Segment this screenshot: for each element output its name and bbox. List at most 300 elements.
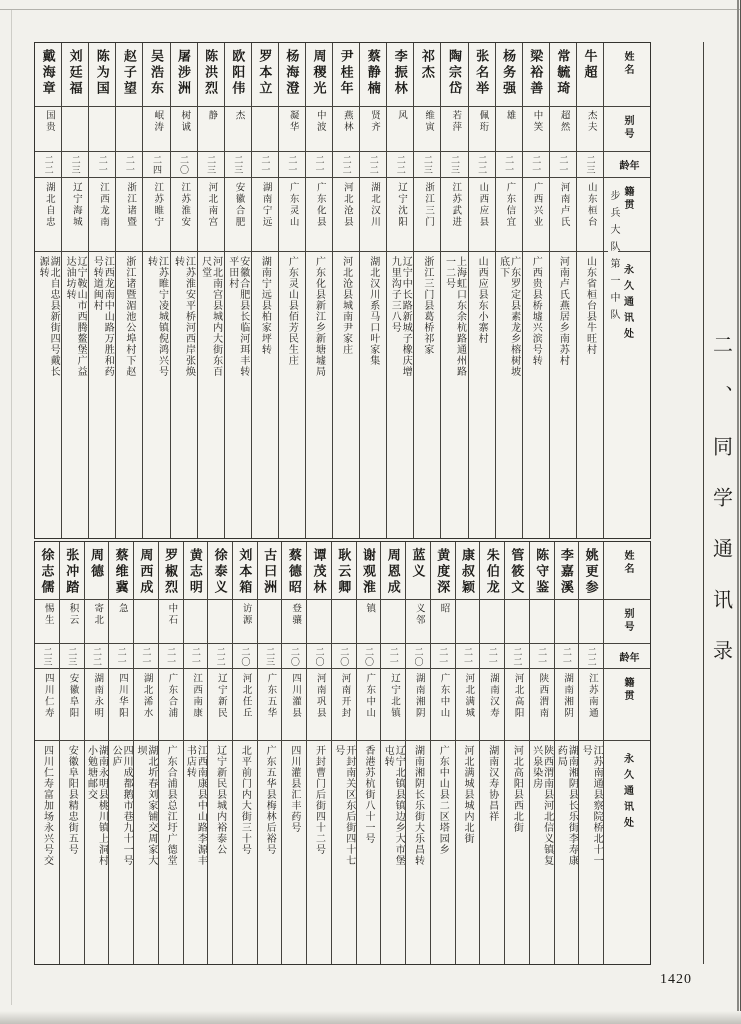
person-column xyxy=(414,43,441,538)
person-origin: 江西南康 xyxy=(191,673,202,719)
person-name: 吴浩东 xyxy=(148,49,164,97)
person-address-cell xyxy=(258,741,282,964)
person-address: 北平前门内大街三十号 xyxy=(239,745,251,855)
person-address-cell xyxy=(89,252,115,538)
person-name: 张名举 xyxy=(474,49,490,97)
person-column xyxy=(184,542,209,964)
person-origin: 湖北浠水 xyxy=(141,673,152,719)
person-name: 陈守鉴 xyxy=(534,548,550,596)
person-origin: 湖南汉寿 xyxy=(487,673,498,719)
person-address-cell xyxy=(208,741,232,964)
person-age-cell xyxy=(332,644,356,669)
person-alias-cell xyxy=(134,600,158,644)
person-address-cell xyxy=(387,252,413,538)
person-column xyxy=(307,542,332,964)
person-name: 周西成 xyxy=(138,548,154,596)
person-origin-cell xyxy=(225,178,251,252)
person-column xyxy=(35,542,60,964)
person-alias: 中波 xyxy=(314,110,325,133)
person-name: 周稷光 xyxy=(311,49,327,97)
person-name-cell xyxy=(456,542,480,600)
person-name: 陈洪烈 xyxy=(203,49,219,97)
person-address-cell xyxy=(282,741,306,964)
person-alias-cell xyxy=(414,107,440,152)
person-name: 蔡静楠 xyxy=(365,49,381,97)
person-name: 谢观淮 xyxy=(361,548,377,596)
person-name: 周恩成 xyxy=(385,548,401,596)
person-address: 辽宁鞍山市西腾鳌堡广益达油坊转 xyxy=(64,256,87,377)
person-name: 蔡德昭 xyxy=(286,548,302,596)
header-name-cell xyxy=(604,542,650,600)
person-alias-cell xyxy=(530,600,554,644)
person-origin: 江苏武进 xyxy=(450,182,461,228)
person-origin: 河南巩县 xyxy=(314,673,325,719)
person-age: 二一 xyxy=(561,647,572,667)
person-column xyxy=(406,542,431,964)
person-column xyxy=(333,43,360,538)
person-origin-cell xyxy=(550,178,576,252)
person-age: 二三 xyxy=(265,647,276,667)
person-address-cell xyxy=(279,252,305,538)
person-age-cell xyxy=(116,152,142,178)
person-name: 欧阳伟 xyxy=(230,49,246,97)
person-age-cell xyxy=(360,152,386,178)
person-origin-cell xyxy=(233,669,257,741)
person-origin-cell xyxy=(480,669,504,741)
person-alias: 杰夫 xyxy=(585,110,596,133)
person-name-cell xyxy=(360,43,386,107)
person-column xyxy=(381,542,406,964)
person-name: 徐志儒 xyxy=(39,548,55,596)
person-origin-cell xyxy=(306,178,332,252)
person-age: 二〇 xyxy=(240,647,251,667)
person-column xyxy=(579,542,604,964)
person-alias: 超然 xyxy=(558,110,569,133)
person-origin-cell xyxy=(456,669,480,741)
person-name: 黄度深 xyxy=(435,548,451,596)
person-column xyxy=(431,542,456,964)
header-name-label: 姓名 xyxy=(622,550,633,576)
person-origin-cell xyxy=(431,669,455,741)
person-age: 二三 xyxy=(233,155,244,175)
person-origin-cell xyxy=(577,178,603,252)
person-origin-cell xyxy=(523,178,549,252)
person-age: 二三 xyxy=(67,647,78,667)
person-name: 李振林 xyxy=(392,49,408,97)
person-age: 二二 xyxy=(512,647,523,667)
person-name-cell xyxy=(208,542,232,600)
person-address-cell xyxy=(184,741,208,964)
person-alias-cell xyxy=(469,107,495,152)
person-name-cell xyxy=(134,542,158,600)
person-address: 辽宁中长路新城子橡庆增九里沟子三八号 xyxy=(389,256,412,377)
person-origin: 安徽阜阳 xyxy=(67,673,78,719)
person-name: 张冲踏 xyxy=(64,548,80,596)
person-age: 二二 xyxy=(586,647,597,667)
person-origin: 浙江三门 xyxy=(423,182,434,228)
person-alias-cell xyxy=(208,600,232,644)
person-address: 河南卢氏燕居乡南苏村 xyxy=(557,256,569,366)
person-column xyxy=(360,43,387,538)
person-column xyxy=(555,542,580,964)
person-alias-cell xyxy=(307,600,331,644)
person-address-cell xyxy=(357,741,381,964)
person-address: 江苏睢宁凌城镇倪鸿兴号转 xyxy=(145,256,168,377)
person-age: 二一 xyxy=(487,647,498,667)
person-alias: 凝华 xyxy=(287,110,298,133)
person-origin: 河北满城 xyxy=(463,673,474,719)
person-address: 开封曹门后街四十二号 xyxy=(313,745,325,855)
person-origin: 江西龙南 xyxy=(98,182,109,228)
page-number: 1420 xyxy=(660,972,692,987)
person-age-cell xyxy=(431,644,455,669)
header-origin-cell xyxy=(604,669,650,741)
person-address: 湖北汉川系马口叶家集 xyxy=(367,256,379,366)
person-origin: 江苏淮安 xyxy=(179,182,190,228)
person-age: 二一 xyxy=(388,647,399,667)
person-age: 二二 xyxy=(341,155,352,175)
person-origin: 河北任丘 xyxy=(240,673,251,719)
person-age: 二三 xyxy=(206,155,217,175)
person-name-cell xyxy=(480,542,504,600)
person-origin-cell xyxy=(208,669,232,741)
person-origin: 广东合浦 xyxy=(166,673,177,719)
person-origin-cell xyxy=(252,178,278,252)
person-origin-cell xyxy=(62,178,88,252)
person-age-cell xyxy=(577,152,603,178)
person-alias: 佩珩 xyxy=(477,110,488,133)
person-address: 江苏淮安平桥河西岸张焕转 xyxy=(172,256,195,377)
person-address-cell xyxy=(332,741,356,964)
person-age: 二一 xyxy=(531,155,542,175)
person-age: 二一 xyxy=(190,647,201,667)
person-name-cell xyxy=(62,43,88,107)
person-name: 管筱文 xyxy=(509,548,525,596)
person-alias-cell xyxy=(85,600,109,644)
person-name-cell xyxy=(381,542,405,600)
person-address-cell xyxy=(60,741,84,964)
person-origin: 江苏南通 xyxy=(586,673,597,719)
person-address-cell xyxy=(198,252,224,538)
person-name-cell xyxy=(109,542,133,600)
person-origin: 河北高阳 xyxy=(512,673,523,719)
person-address-cell xyxy=(414,252,440,538)
section-title-strip xyxy=(703,42,737,964)
person-address-cell xyxy=(252,252,278,538)
person-name-cell xyxy=(89,43,115,107)
person-name: 赵子望 xyxy=(121,49,137,97)
person-age: 二三 xyxy=(585,155,596,175)
person-age-cell xyxy=(530,644,554,669)
person-name-cell xyxy=(60,542,84,600)
person-origin: 广东五华 xyxy=(265,673,276,719)
person-address: 广东罗定县素龙乡榕树坡底下 xyxy=(497,256,520,377)
person-age: 二一 xyxy=(314,155,325,175)
person-column xyxy=(171,43,198,538)
person-address-cell xyxy=(577,252,603,538)
person-address-cell xyxy=(555,741,579,964)
person-alias-cell xyxy=(279,107,305,152)
person-origin-cell xyxy=(387,178,413,252)
person-name-cell xyxy=(333,43,359,107)
person-address-cell xyxy=(233,741,257,964)
person-origin: 山西应县 xyxy=(477,182,488,228)
person-alias: 中笑 xyxy=(531,110,542,133)
person-name: 陶宗岱 xyxy=(446,49,462,97)
person-alias: 树诚 xyxy=(179,110,190,133)
person-age-cell xyxy=(282,644,306,669)
person-name: 谭茂林 xyxy=(311,548,327,596)
person-name: 罗椒烈 xyxy=(163,548,179,596)
person-alias-cell xyxy=(496,107,522,152)
person-origin: 辽宁新民 xyxy=(215,673,226,719)
person-age-cell xyxy=(143,152,169,178)
person-origin-cell xyxy=(360,178,386,252)
person-age-cell xyxy=(62,152,88,178)
person-name-cell xyxy=(85,542,109,600)
person-address: 广东合浦县总江圩广德堂 xyxy=(165,745,177,866)
person-address-cell xyxy=(496,252,522,538)
person-alias-cell xyxy=(456,600,480,644)
person-name-cell xyxy=(35,43,61,107)
person-address: 湖北自忠县新街四号戴长源转 xyxy=(37,256,60,377)
person-alias-cell xyxy=(441,107,467,152)
person-age: 二〇 xyxy=(179,155,190,175)
person-age: 二二 xyxy=(368,155,379,175)
person-alias: 贤齐 xyxy=(368,110,379,133)
person-alias: 维寅 xyxy=(423,110,434,133)
person-address-cell xyxy=(469,252,495,538)
person-origin-cell xyxy=(381,669,405,741)
person-column xyxy=(530,542,555,964)
person-age-cell xyxy=(233,644,257,669)
person-address: 山东省桓台县牛旺村 xyxy=(584,256,596,355)
person-alias: 杰 xyxy=(233,110,244,122)
person-address-cell xyxy=(480,741,504,964)
person-age: 二一 xyxy=(537,647,548,667)
person-address: 湖南宁远县柏家坪转 xyxy=(259,256,271,355)
person-column xyxy=(469,43,496,538)
person-column xyxy=(143,43,170,538)
person-origin-cell xyxy=(159,669,183,741)
person-address-cell xyxy=(333,252,359,538)
person-column xyxy=(279,43,306,538)
person-alias: 若萍 xyxy=(450,110,461,133)
person-alias-cell xyxy=(360,107,386,152)
person-alias-cell xyxy=(89,107,115,152)
person-alias-cell xyxy=(306,107,332,152)
person-address-cell xyxy=(109,741,133,964)
person-name: 杨务强 xyxy=(501,49,517,97)
person-origin-cell xyxy=(357,669,381,741)
person-alias: 燕林 xyxy=(341,110,352,133)
person-alias-cell xyxy=(555,600,579,644)
person-address: 辽宁北镇县镇边乡大市堡屯转 xyxy=(382,745,405,866)
person-age: 二二 xyxy=(477,155,488,175)
person-age: 二二 xyxy=(395,155,406,175)
person-age: 二一 xyxy=(504,155,515,175)
person-age-cell xyxy=(171,152,197,178)
person-alias-cell xyxy=(357,600,381,644)
person-alias-cell xyxy=(116,107,142,152)
person-name-cell xyxy=(171,43,197,107)
person-alias-cell xyxy=(233,600,257,644)
person-column xyxy=(282,542,307,964)
person-address: 广东灵山县佰芳民生庄 xyxy=(286,256,298,366)
person-address: 河北满城县城内北街 xyxy=(461,745,473,844)
person-address-cell xyxy=(35,252,61,538)
person-column xyxy=(550,43,577,538)
person-name-cell xyxy=(198,43,224,107)
person-origin-cell xyxy=(258,669,282,741)
person-address: 广西贵县桥墟兴滨号转 xyxy=(530,256,542,366)
directory-table-band-1 xyxy=(34,42,651,539)
person-address: 浙江诸暨湄池公埠村下赵 xyxy=(123,256,135,377)
person-address: 浙江三门县葛桥祁家 xyxy=(421,256,433,355)
person-column xyxy=(456,542,481,964)
person-age-cell xyxy=(523,152,549,178)
person-name: 朱伯龙 xyxy=(484,548,500,596)
person-name-cell xyxy=(431,542,455,600)
person-name-cell xyxy=(143,43,169,107)
person-origin: 河北南宫 xyxy=(206,182,217,228)
person-column xyxy=(89,43,116,538)
person-name: 梁裕善 xyxy=(528,49,544,97)
person-alias: 镇 xyxy=(364,603,375,615)
person-name: 蓝义 xyxy=(410,548,426,580)
person-column xyxy=(252,43,279,538)
person-origin-cell xyxy=(35,669,59,741)
person-age: 二一 xyxy=(287,155,298,175)
person-origin: 四川灌县 xyxy=(290,673,301,719)
person-address: 江苏南通县察院桥北十一号 xyxy=(580,745,603,866)
person-origin-cell xyxy=(143,178,169,252)
person-address: 江西南康县中山路李源丰书店转 xyxy=(184,745,207,866)
header-age-label: 年龄 xyxy=(617,652,638,665)
person-age-cell xyxy=(134,644,158,669)
person-address: 河北高阳县西北街 xyxy=(511,745,523,833)
person-origin: 广东中山 xyxy=(364,673,375,719)
person-address-cell xyxy=(505,741,529,964)
person-age: 二四 xyxy=(151,155,162,175)
person-alias: 风 xyxy=(396,110,407,122)
person-age-cell xyxy=(252,152,278,178)
person-name-cell xyxy=(505,542,529,600)
person-address-cell xyxy=(360,252,386,538)
person-age-cell xyxy=(550,152,576,178)
header-age-cell xyxy=(604,644,650,669)
person-age: 二一 xyxy=(438,647,449,667)
person-age-cell xyxy=(307,644,331,669)
person-address-cell xyxy=(116,252,142,538)
person-age-cell xyxy=(306,152,332,178)
person-origin: 河南开封 xyxy=(339,673,350,719)
person-alias-cell xyxy=(381,600,405,644)
person-name-cell xyxy=(252,43,278,107)
person-name: 杨海澄 xyxy=(284,49,300,97)
table-header-column xyxy=(604,542,650,964)
header-alias-label: 别号 xyxy=(622,115,633,141)
person-age: 二三 xyxy=(449,155,460,175)
person-address: 安徽阜阳县精忠街五号 xyxy=(66,745,78,855)
person-alias-cell xyxy=(282,600,306,644)
person-age-cell xyxy=(35,152,61,178)
person-alias-cell xyxy=(332,600,356,644)
person-address: 四川成都鹅市巷九十一号公庐 xyxy=(110,745,133,866)
person-alias-cell xyxy=(579,600,603,644)
person-column xyxy=(332,542,357,964)
person-name: 刘廷福 xyxy=(67,49,83,97)
person-age-cell xyxy=(89,152,115,178)
person-alias: 中石 xyxy=(166,603,177,626)
person-name-cell xyxy=(233,542,257,600)
person-name-cell xyxy=(579,542,603,600)
person-origin: 辽宁海城 xyxy=(70,182,81,228)
unit-label: 步兵大队第一中队 xyxy=(608,190,619,326)
person-age: 二二 xyxy=(215,647,226,667)
person-address-cell xyxy=(381,741,405,964)
person-name-cell xyxy=(555,542,579,600)
person-alias: 雄 xyxy=(504,110,515,122)
person-alias-cell xyxy=(109,600,133,644)
person-address: 河北沧县城南尹家庄 xyxy=(340,256,352,355)
header-origin-label: 籍贯 xyxy=(622,677,633,703)
person-age-cell xyxy=(357,644,381,669)
person-column xyxy=(357,542,382,964)
person-address-cell xyxy=(431,741,455,964)
person-name: 祁杰 xyxy=(419,49,435,81)
person-origin-cell xyxy=(414,178,440,252)
person-address-cell xyxy=(134,741,158,964)
person-age: 二一 xyxy=(141,647,152,667)
section-title: 二、同学通讯录 xyxy=(709,334,732,691)
person-name-cell xyxy=(279,43,305,107)
person-name: 刘本箱 xyxy=(237,548,253,596)
person-origin-cell xyxy=(496,178,522,252)
person-address: 河北南宫县城内大街东百尺堂 xyxy=(199,256,222,377)
person-address: 四川灌县汇丰药号 xyxy=(288,745,300,833)
person-name-cell xyxy=(523,43,549,107)
person-age-cell xyxy=(555,644,579,669)
scan-edge-bottom-shadow xyxy=(0,1011,741,1024)
person-origin: 湖南湘阴 xyxy=(562,673,573,719)
person-column xyxy=(208,542,233,964)
person-column xyxy=(109,542,134,964)
person-origin: 广东中山 xyxy=(438,673,449,719)
person-name: 罗本立 xyxy=(257,49,273,97)
person-origin: 辽宁北镇 xyxy=(389,673,399,719)
person-address: 陕西渭南县河北信义镇复兴泉染房 xyxy=(530,745,553,866)
person-age-cell xyxy=(109,644,133,669)
person-alias-cell xyxy=(35,600,59,644)
person-age-cell xyxy=(35,644,59,669)
person-alias-cell xyxy=(143,107,169,152)
person-address: 湖北圻春刘家铺交周家大坝 xyxy=(134,745,157,866)
person-name-cell xyxy=(116,43,142,107)
header-address-cell xyxy=(604,741,650,964)
person-origin: 浙江诸暨 xyxy=(125,182,136,228)
person-address-cell xyxy=(406,741,430,964)
person-origin-cell xyxy=(555,669,579,741)
person-name: 徐泰义 xyxy=(212,548,228,596)
header-name-cell xyxy=(604,43,650,107)
person-name-cell xyxy=(441,43,467,107)
person-column xyxy=(225,43,252,538)
person-age: 二一 xyxy=(97,155,108,175)
person-alias-cell xyxy=(60,600,84,644)
person-name-cell xyxy=(35,542,59,600)
person-address-cell xyxy=(171,252,197,538)
